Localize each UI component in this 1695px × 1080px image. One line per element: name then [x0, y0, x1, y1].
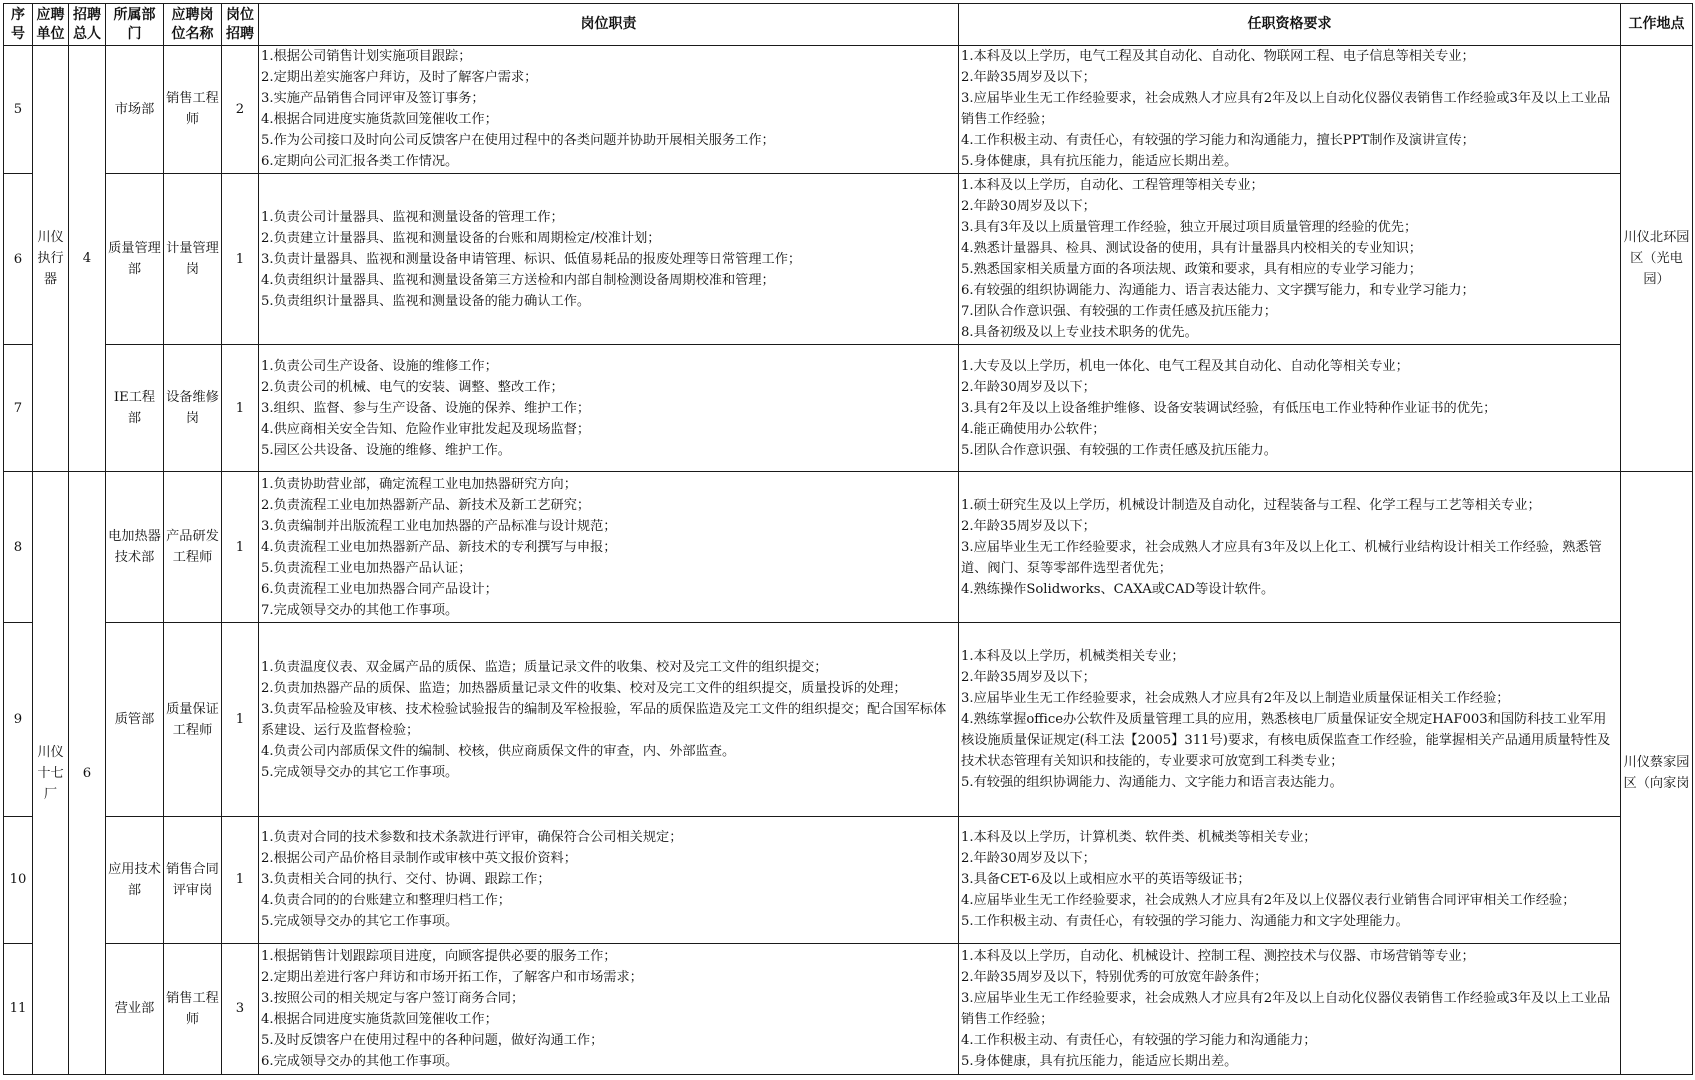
seq-cell: 11: [4, 943, 33, 1074]
header-duties: 岗位职责: [259, 4, 959, 46]
requirement-line: 2.年龄35周岁及以下，特别优秀的可放宽年龄条件；: [961, 969, 1268, 985]
requirement-line: 3.应届毕业生无工作经验要求，社会成熟人才应具有2年及以上自动化仪器仪表销售工作经验或3年及以上工业品销售工作经验；: [961, 91, 1611, 128]
requirement-line: 5.有较强的组织协调能力、沟通能力、文字能力和语言表达能力。: [961, 775, 1343, 791]
table-row: [4, 472, 1693, 623]
position-cell: 销售工程师: [164, 943, 222, 1074]
position-cell: 设备维修岗: [164, 345, 222, 472]
location-cell: 川仪蔡家园区（向家岗: [1621, 472, 1693, 1075]
duty-line: 1.负责公司生产设备、设施的维修工作；: [261, 358, 498, 374]
duty-line: 1.根据销售计划跟踪项目进度，向顾客提供必要的服务工作；: [261, 948, 617, 964]
requirement-line: 8.具备初级及以上专业技术职务的优先。: [961, 325, 1198, 341]
table-row: [4, 345, 1693, 472]
requirement-line: 4.熟练掌握office办公软件及质量管理工具的应用，熟悉核电厂质量保证安全规定HAF003和国防科技工业军用核设施质量保证规定(科工法【2005】311号)要求，有核电质保监查工作经验，能掌握相关产品通用质量特性及技术状态管理有关知识和技能的，专业要求可放宽到工科类专业；: [961, 712, 1611, 770]
requirement-line: 5.熟悉国家相关质量方面的各项法规、政策和要求，具有相应的专业学习能力；: [961, 262, 1422, 278]
count-cell: 1: [222, 816, 259, 943]
requirement-line: 4.工作积极主动、有责任心，有较强的学习能力和沟通能力，擅长PPT制作及演讲宣传；: [961, 133, 1475, 149]
requirement-line: 1.本科及以上学历，自动化、工程管理等相关专业；: [961, 178, 1264, 194]
duty-line: 1.根据公司销售计划实施项目跟踪；: [261, 49, 472, 65]
seq-cell: 9: [4, 623, 33, 817]
duty-line: 2.根据公司产品价格目录制作或审核中英文报价资料；: [261, 851, 577, 867]
duty-line: 2.负责建立计量器具、监视和测量设备的台账和周期检定/校准计划；: [261, 230, 661, 246]
requirements-cell: [959, 173, 1621, 344]
duty-line: 3.负责军品检验及审核、技术检验试验报告的编制及军检报验，军品的质保监造及完工文件的组织提交；配合国军标体系建设、运行及监督检验；: [261, 701, 947, 738]
duty-line: 6.完成领导交办的其他工作事项。: [261, 1053, 459, 1069]
dept-cell: 电加热器技术部: [106, 472, 164, 623]
duty-line: 6.负责流程工业电加热器合同产品设计；: [261, 581, 498, 597]
duty-line: 4.供应商相关安全告知、危险作业审批发起及现场监督；: [261, 421, 591, 437]
dept-cell: 质量管理部: [106, 173, 164, 344]
seq-cell: 8: [4, 472, 33, 623]
header-position: 应聘岗位名称: [164, 4, 222, 46]
duty-line: 3.负责相关合同的执行、交付、协调、跟踪工作；: [261, 872, 551, 888]
requirement-line: 3.具备CET-6及以上或相应水平的英语等级证书；: [961, 872, 1251, 888]
requirements-cell: [959, 472, 1621, 623]
duty-line: 2.负责流程工业电加热器新产品、新技术及新工艺研究；: [261, 497, 591, 513]
header-unit: 应聘单位: [33, 4, 69, 46]
duty-line: 4.负责合同的的台账建立和整理归档工作；: [261, 893, 511, 909]
header-requirements: 任职资格要求: [959, 4, 1621, 46]
duty-line: 5.完成领导交办的其它工作事项。: [261, 914, 459, 930]
duties-cell: [259, 345, 959, 472]
count-cell: 1: [222, 173, 259, 344]
requirement-line: 2.年龄30周岁及以下；: [961, 379, 1096, 395]
position-cell: 质量保证工程师: [164, 623, 222, 817]
dept-cell: 营业部: [106, 943, 164, 1074]
requirement-line: 4.工作积极主动、有责任心，有较强的学习能力和沟通能力；: [961, 1032, 1317, 1048]
duty-line: 4.负责流程工业电加热器新产品、新技术的专利撰写与申报；: [261, 539, 617, 555]
requirement-line: 5.工作积极主动、有责任心，有较强的学习能力、沟通能力和文字处理能力。: [961, 914, 1409, 930]
duty-line: 2.负责公司的机械、电气的安装、调整、整改工作；: [261, 379, 564, 395]
requirement-line: 3.应届毕业生无工作经验要求，社会成熟人才应具有2年及以上制造业质量保证相关工作经验；: [961, 691, 1510, 707]
dept-cell: IE工程部: [106, 345, 164, 472]
header-seq: 序号: [4, 4, 33, 46]
duty-line: 5.作为公司接口及时向公司反馈客户在使用过程中的各类问题并协助开展相关服务工作；: [261, 133, 775, 149]
requirement-line: 3.具有3年及以上质量管理工作经验，独立开展过项目质量管理的经验的优先；: [961, 220, 1418, 236]
dept-cell: 质管部: [106, 623, 164, 817]
requirement-line: 3.具有2年及以上设备维护维修、设备安装调试经验，有低压电工作业特种作业证书的优先；: [961, 400, 1497, 416]
duty-line: 3.组织、监督、参与生产设备、设施的保养、维护工作；: [261, 400, 591, 416]
requirements-cell: [959, 816, 1621, 943]
duties-cell: [259, 623, 959, 817]
position-cell: 销售工程师: [164, 46, 222, 174]
location-cell: 川仪北环园区（光电园）: [1621, 46, 1693, 472]
duty-line: 4.负责组织计量器具、监视和测量设备第三方送检和内部自制检测设备周期校准和管理；: [261, 272, 775, 288]
requirement-line: 1.大专及以上学历，机电一体化、电气工程及其自动化、自动化等相关专业；: [961, 358, 1409, 374]
duty-line: 3.负责计量器具、监视和测量设备申请管理、标识、低值易耗品的报废处理等日常管理工作；: [261, 251, 802, 267]
total-cell: 6: [69, 472, 106, 1075]
seq-cell: 7: [4, 345, 33, 472]
duty-line: 3.负责编制并出版流程工业电加热器的产品标准与设计规范；: [261, 518, 617, 534]
recruitment-table: [3, 3, 1693, 1075]
requirement-line: 1.本科及以上学历，机械类相关专业；: [961, 649, 1185, 665]
requirements-cell: [959, 943, 1621, 1074]
count-cell: 3: [222, 943, 259, 1074]
duties-cell: [259, 943, 959, 1074]
dept-cell: 应用技术部: [106, 816, 164, 943]
seq-cell: 5: [4, 46, 33, 174]
count-cell: 1: [222, 345, 259, 472]
requirement-line: 1.硕士研究生及以上学历，机械设计制造及自动化，过程装备与工程、化学工程与工艺等相关专业；: [961, 497, 1541, 513]
requirement-line: 5.身体健康，具有抗压能力，能适应长期出差。: [961, 1053, 1238, 1069]
duties-cell: [259, 173, 959, 344]
requirement-line: 7.团队合作意识强、有较强的工作责任感及抗压能力；: [961, 304, 1277, 320]
header-count: 岗位招聘: [222, 4, 259, 46]
duty-line: 2.负责加热器产品的质保、监造；加热器质量记录文件的收集、校对及完工文件的组织提交，质量投诉的处理；: [261, 680, 907, 696]
requirement-line: 2.年龄35周岁及以下；: [961, 70, 1096, 86]
duty-line: 4.根据合同进度实施货款回笼催收工作；: [261, 112, 498, 128]
dept-cell: 市场部: [106, 46, 164, 174]
duty-line: 3.实施产品销售合同评审及签订事务；: [261, 91, 485, 107]
duty-line: 5.负责流程工业电加热器产品认证；: [261, 560, 472, 576]
requirement-line: 4.熟练操作Solidworks、CAXA或CAD等设计软件。: [961, 581, 1275, 597]
duty-line: 4.根据合同进度实施货款回笼催收工作；: [261, 1011, 498, 1027]
count-cell: 2: [222, 46, 259, 174]
requirement-line: 1.本科及以上学历，自动化、机械设计、控制工程、测控技术与仪器、市场营销等专业；: [961, 948, 1475, 964]
requirements-cell: [959, 345, 1621, 472]
table-row: [4, 46, 1693, 174]
duty-line: 4.负责公司内部质保文件的编制、校核，供应商质保文件的审查，内、外部监查。: [261, 743, 736, 759]
requirement-line: 4.熟悉计量器具、检具、测试设备的使用，具有计量器具内校相关的专业知识；: [961, 241, 1422, 257]
duties-cell: [259, 472, 959, 623]
position-cell: 产品研发工程师: [164, 472, 222, 623]
duties-cell: [259, 816, 959, 943]
duty-line: 3.按照公司的相关规定与客户签订商务合同；: [261, 990, 525, 1006]
table-row: [4, 623, 1693, 817]
seq-cell: 6: [4, 173, 33, 344]
position-cell: 销售合同评审岗: [164, 816, 222, 943]
duty-line: 5.及时反馈客户在使用过程中的各种问题，做好沟通工作；: [261, 1032, 604, 1048]
requirement-line: 2.年龄35周岁及以下；: [961, 518, 1096, 534]
header-location: 工作地点: [1621, 4, 1693, 46]
duty-line: 5.园区公共设备、设施的维修、维护工作。: [261, 442, 511, 458]
requirement-line: 3.应届毕业生无工作经验要求，社会成熟人才应具有2年及以上自动化仪器仪表销售工作经验或3年及以上工业品销售工作经验；: [961, 990, 1611, 1027]
duty-line: 6.定期向公司汇报各类工作情况。: [261, 154, 459, 170]
duty-line: 1.负责协助营业部，确定流程工业电加热器研究方向；: [261, 476, 577, 492]
unit-cell: 川仪十七厂: [33, 472, 69, 1075]
table-row: [4, 173, 1693, 344]
requirements-cell: [959, 46, 1621, 174]
count-cell: 1: [222, 472, 259, 623]
requirement-line: 4.应届毕业生无工作经验要求，社会成熟人才应具有2年及以上仪器仪表行业销售合同评审相关工作经验；: [961, 893, 1576, 909]
seq-cell: 10: [4, 816, 33, 943]
requirement-line: 6.有较强的组织协调能力、沟通能力、语言表达能力、文字撰写能力，和专业学习能力；: [961, 283, 1475, 299]
duty-line: 1.负责温度仪表、双金属产品的质保、监造；质量记录文件的收集、校对及完工文件的组织提交；: [261, 659, 828, 675]
position-cell: 计量管理岗: [164, 173, 222, 344]
table-row: [4, 943, 1693, 1074]
table-row: [4, 816, 1693, 943]
duty-line: 2.定期出差实施客户拜访，及时了解客户需求；: [261, 70, 538, 86]
header-dept: 所属部门: [106, 4, 164, 46]
requirement-line: 5.身体健康，具有抗压能力，能适应长期出差。: [961, 154, 1238, 170]
unit-cell: 川仪执行器: [33, 46, 69, 472]
duty-line: 1.负责对合同的技术参数和技术条款进行评审，确保符合公司相关规定；: [261, 830, 683, 846]
header-total: 招聘总人: [69, 4, 106, 46]
requirement-line: 5.团队合作意识强、有较强的工作责任感及抗压能力。: [961, 442, 1277, 458]
count-cell: 1: [222, 623, 259, 817]
requirement-line: 2.年龄35周岁及以下；: [961, 670, 1096, 686]
requirements-cell: [959, 623, 1621, 817]
requirement-line: 2.年龄30周岁及以下；: [961, 199, 1096, 215]
requirement-line: 4.能正确使用办公软件；: [961, 421, 1106, 437]
duties-cell: [259, 46, 959, 174]
requirement-line: 2.年龄30周岁及以下；: [961, 851, 1096, 867]
duty-line: 5.负责组织计量器具、监视和测量设备的能力确认工作。: [261, 293, 591, 309]
duty-line: 1.负责公司计量器具、监视和测量设备的管理工作；: [261, 209, 564, 225]
duty-line: 7.完成领导交办的其他工作事项。: [261, 602, 459, 618]
duty-line: 2.定期出差进行客户拜访和市场开拓工作，了解客户和市场需求；: [261, 969, 643, 985]
header-row: [4, 4, 1693, 46]
requirement-line: 1.本科及以上学历，电气工程及其自动化、自动化、物联网工程、电子信息等相关专业；: [961, 49, 1475, 65]
requirement-line: 1.本科及以上学历，计算机类、软件类、机械类等相关专业；: [961, 830, 1317, 846]
requirement-line: 3.应届毕业生无工作经验要求，社会成熟人才应具有3年及以上化工、机械行业结构设计相关工作经验，熟悉管道、阀门、泵等零部件选型者优先；: [961, 539, 1602, 576]
duty-line: 5.完成领导交办的其它工作事项。: [261, 764, 459, 780]
total-cell: 4: [69, 46, 106, 472]
